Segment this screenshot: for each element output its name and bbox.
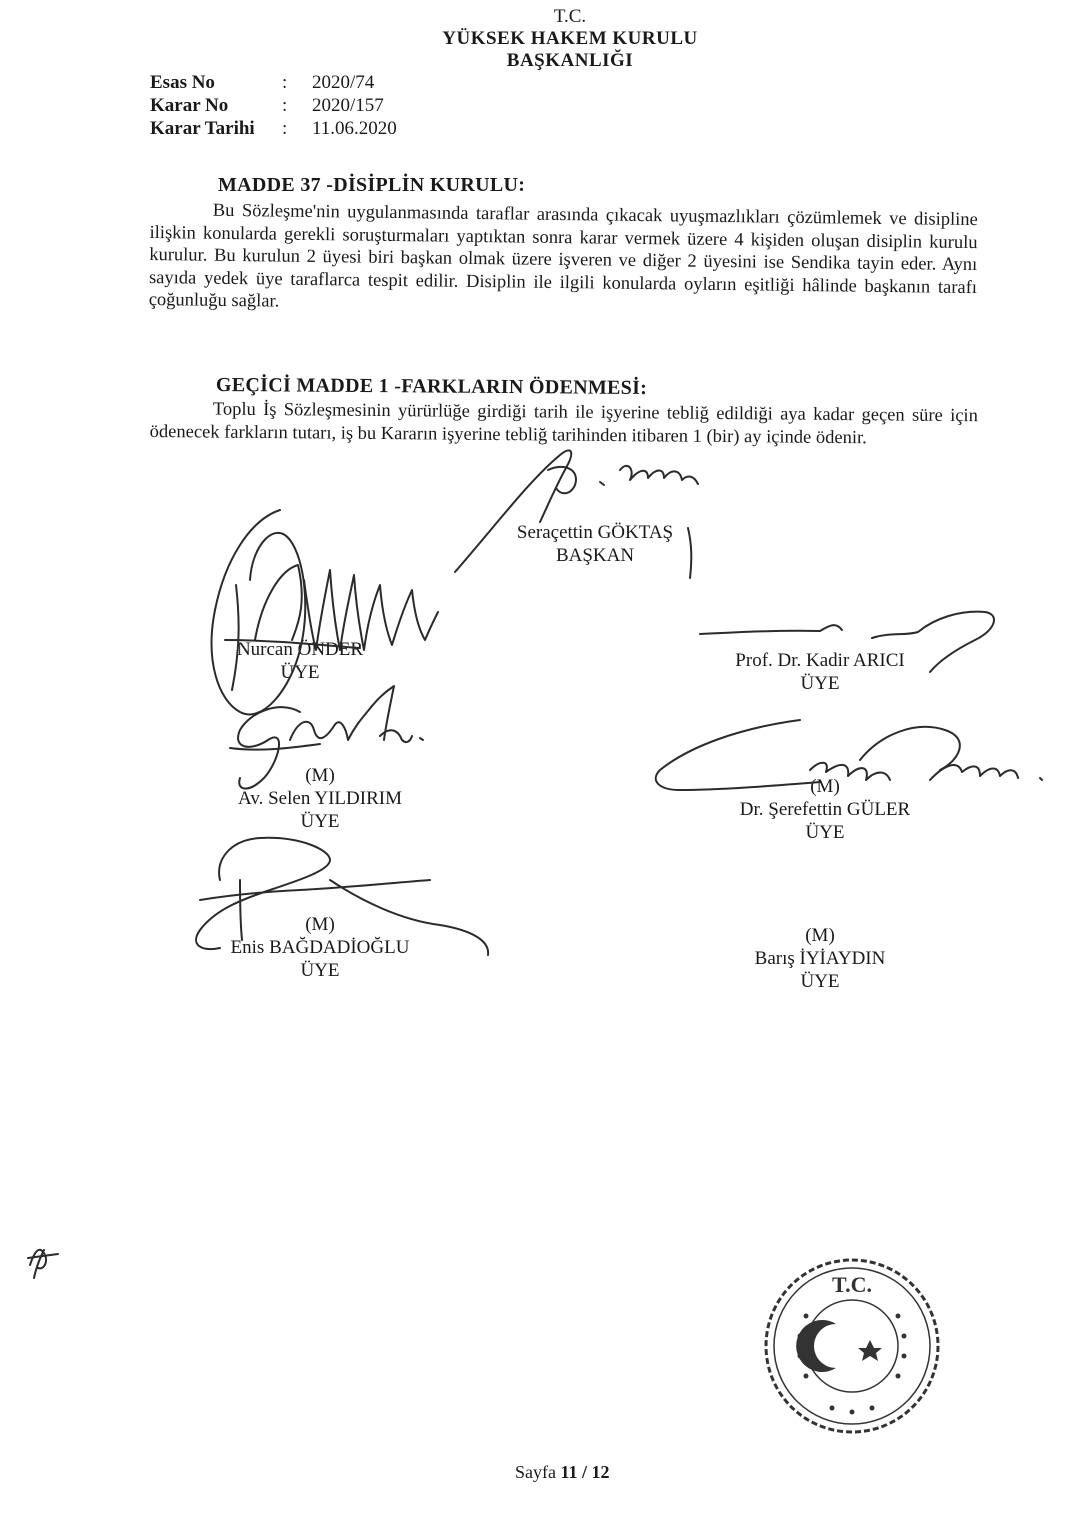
article37-heading: MADDE 37 -DİSİPLİN KURULU: [218, 174, 526, 196]
page-number [515, 1462, 610, 1483]
signatory-name: Av. Selen YILDIRIM [238, 788, 402, 809]
page-total: 12 [591, 1462, 610, 1482]
meta-colon: : [282, 118, 288, 139]
signatory-role: ÜYE [300, 960, 340, 981]
stamp-text: T.C. [832, 1272, 872, 1297]
signatory-name: Enis BAĞDADİOĞLU [230, 937, 410, 958]
provisional1-heading: GEÇİCİ MADDE 1 -FARKLARIN ÖDENMESİ: [215, 374, 648, 400]
meta-label: Esas No [150, 72, 215, 93]
signatory-member6 [720, 924, 920, 993]
signatory-name: Prof. Dr. Kadir ARICI [735, 650, 905, 671]
signatory-mark: (M) [305, 765, 335, 786]
meta-row-karar [150, 94, 397, 117]
meta-label: Karar No [150, 95, 229, 116]
meta-row-esas [150, 71, 397, 94]
signatory-member5 [200, 913, 440, 982]
signatory-role: ÜYE [280, 662, 320, 683]
meta-value: 11.06.2020 [312, 118, 397, 139]
meta-value: 2020/157 [312, 95, 384, 116]
signatory-name: Dr. Şerefettin GÜLER [739, 799, 911, 820]
official-stamp [762, 1256, 942, 1436]
article37-body: Bu Sözleşme'nin uygulanmasında taraflar arasında çıkacak uyuşmazlıkları çözümlemek ve disipline ilişkin konularda gerekli soruşturmaları yaptıktan sonra karar vermek üzere 4 kişiden oluşan disiplin kurulu kurulur. Bu kurulun 2 üyesi biri başkan olmak üzere işveren ve diğer 2 üyesini ise Sendika tayin eder. Aynı sayıda yedek üye taraflarca tespit edilir. Disiplin ile ilgili konularda oyların eşitliği hâlinde başkanın tarafı çoğunluğu sağlar. [148, 200, 978, 312]
meta-value: 2020/74 [312, 72, 375, 93]
signatory-president [490, 521, 700, 567]
signatory-name: Nurcan ÖNDER [236, 639, 364, 660]
meta-colon: : [282, 72, 288, 93]
signatory-role: ÜYE [805, 822, 845, 843]
meta-label: Karar Tarihi [150, 118, 255, 139]
signatory-member4 [705, 775, 945, 844]
signatory-role: ÜYE [300, 811, 340, 832]
signatory-member2 [700, 649, 940, 695]
header-org-line2: BAŞKANLIĞI [506, 50, 634, 71]
signatory-role: BAŞKAN [555, 545, 635, 566]
signatory-member3 [205, 764, 435, 833]
signatory-role: ÜYE [800, 971, 840, 992]
meta-row-tarih [150, 117, 397, 140]
signatory-role: ÜYE [800, 673, 840, 694]
case-meta-block [150, 71, 397, 140]
margin-initials [28, 1250, 58, 1278]
document-header [420, 6, 720, 72]
provisional1-body: Toplu İş Sözleşmesinin yürürlüğe girdiği tarih ile işyerine tebliğ edildiği aya kadar geçen süre için ödenecek farkların tutarı, iş bu Kararın işyerine tebliğ tarihinden itibaren 1 (bir) ay içinde ödenir. [149, 399, 978, 448]
signatory-name: Barış İYİAYDIN [754, 948, 886, 969]
signatory-name: Seraçettin GÖKTAŞ [516, 522, 674, 543]
signatory-mark: (M) [805, 925, 835, 946]
page-prefix: Sayfa [515, 1462, 556, 1482]
signatory-member1 [200, 638, 400, 684]
signatory-mark: (M) [305, 914, 335, 935]
page-current: 11 [560, 1462, 578, 1482]
header-org-line1: YÜKSEK HAKEM KURULU [442, 28, 698, 49]
signatory-mark: (M) [810, 776, 840, 797]
meta-colon: : [282, 95, 288, 116]
page-separator: / [582, 1462, 588, 1482]
header-tc: T.C. [553, 6, 587, 27]
